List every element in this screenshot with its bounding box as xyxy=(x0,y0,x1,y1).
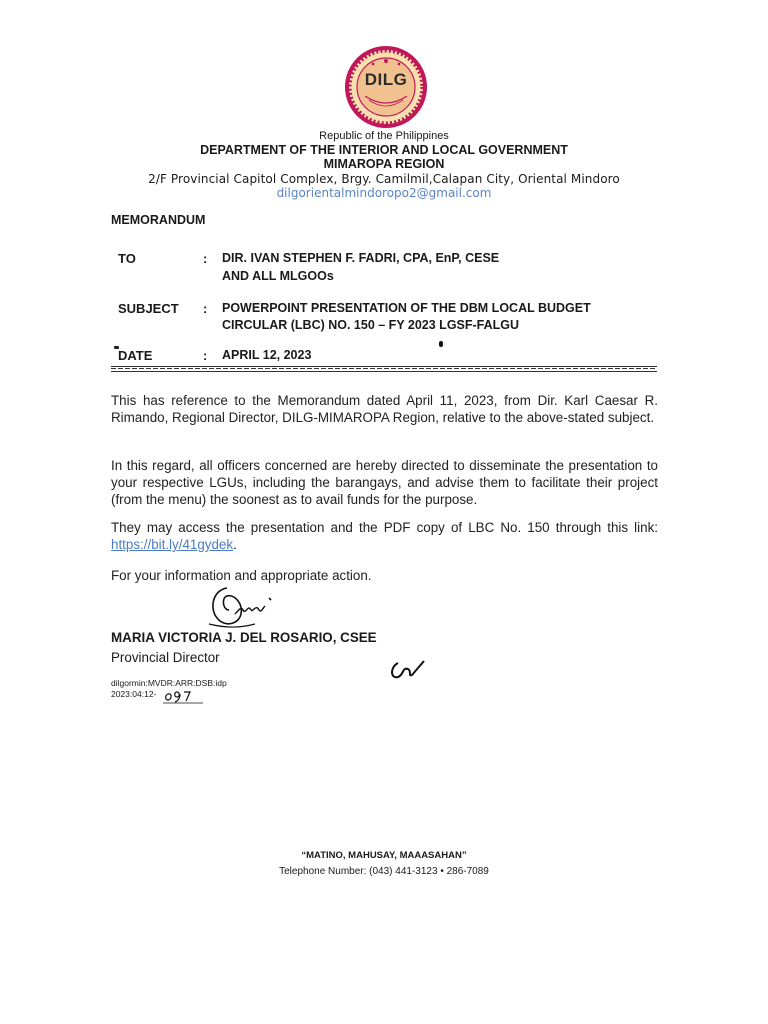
reference-date: 2023:04:12- xyxy=(111,689,157,699)
header-republic: Republic of the Philippines xyxy=(319,130,449,142)
header-region: MIMAROPA REGION xyxy=(323,157,445,171)
subject-colon: : xyxy=(203,301,208,316)
handwritten-signature-icon xyxy=(205,580,285,632)
subject-line-2: CIRCULAR (LBC) NO. 150 – FY 2023 LGSF-FALGU xyxy=(222,318,520,332)
signatory-name: MARIA VICTORIA J. DEL ROSARIO, CSEE xyxy=(111,630,377,645)
seal-label: DILG xyxy=(364,70,408,89)
to-label: TO xyxy=(118,251,136,266)
body-paragraph-4: For your information and appropriate action. xyxy=(111,568,372,583)
header-email-link[interactable]: dilgorientalmindoropo2@gmail.com xyxy=(276,186,492,200)
body-paragraph-1: This has reference to the Memorandum dated April 11, 2023, from Dir. Karl Caesar R. Rimando, Regional Director, DILG-MIMAROPA Region, relative to the above-stated subject. xyxy=(111,393,658,425)
body-paragraph-3 xyxy=(111,519,658,553)
double-divider xyxy=(111,366,657,372)
handwritten-number-icon xyxy=(163,688,205,704)
to-line-1: DIR. IVAN STEPHEN F. FADRI, CPA, EnP, CESE xyxy=(222,251,500,265)
handwritten-initials-icon xyxy=(386,655,426,685)
body-paragraph-3-end: . xyxy=(233,537,237,552)
footer-motto: “MATINO, MAHUSAY, MAAASAHAN” xyxy=(301,850,467,861)
memo-title: MEMORANDUM xyxy=(111,213,206,227)
to-line-2: AND ALL MLGOOs xyxy=(222,269,334,283)
body-paragraph-3-text: They may access the presentation and the PDF copy of LBC No. 150 through this link: xyxy=(111,520,658,535)
to-colon: : xyxy=(203,251,208,266)
dilg-seal xyxy=(343,44,429,130)
date-label: DATE xyxy=(118,348,153,363)
header-department: DEPARTMENT OF THE INTERIOR AND LOCAL GOVERNMENT xyxy=(200,143,568,157)
footer-telephone: Telephone Number: (043) 441-3123 • 286-7089 xyxy=(279,866,489,877)
reference-code: dilgormin:MVDR:ARR:DSB:idp xyxy=(111,678,227,688)
ink-dot xyxy=(439,341,443,347)
date-value: APRIL 12, 2023 xyxy=(222,348,312,362)
header-address: 2/F Provincial Capitol Complex, Brgy. Camilmil,Calapan City, Oriental Mindoro xyxy=(148,172,620,186)
body-paragraph-2: In this regard, all officers concerned are hereby directed to disseminate the presentation to your respective LGUs, including the barangays, and advise them to facilitate their project (from the menu) the soonest as to avail funds for the purpose. xyxy=(111,458,658,507)
signatory-role: Provincial Director xyxy=(111,650,220,665)
date-colon: : xyxy=(203,348,208,363)
presentation-link[interactable]: https://bit.ly/41gydek xyxy=(111,537,234,552)
subject-line-1: POWERPOINT PRESENTATION OF THE DBM LOCAL BUDGET xyxy=(222,301,591,315)
subject-label: SUBJECT xyxy=(118,301,179,316)
